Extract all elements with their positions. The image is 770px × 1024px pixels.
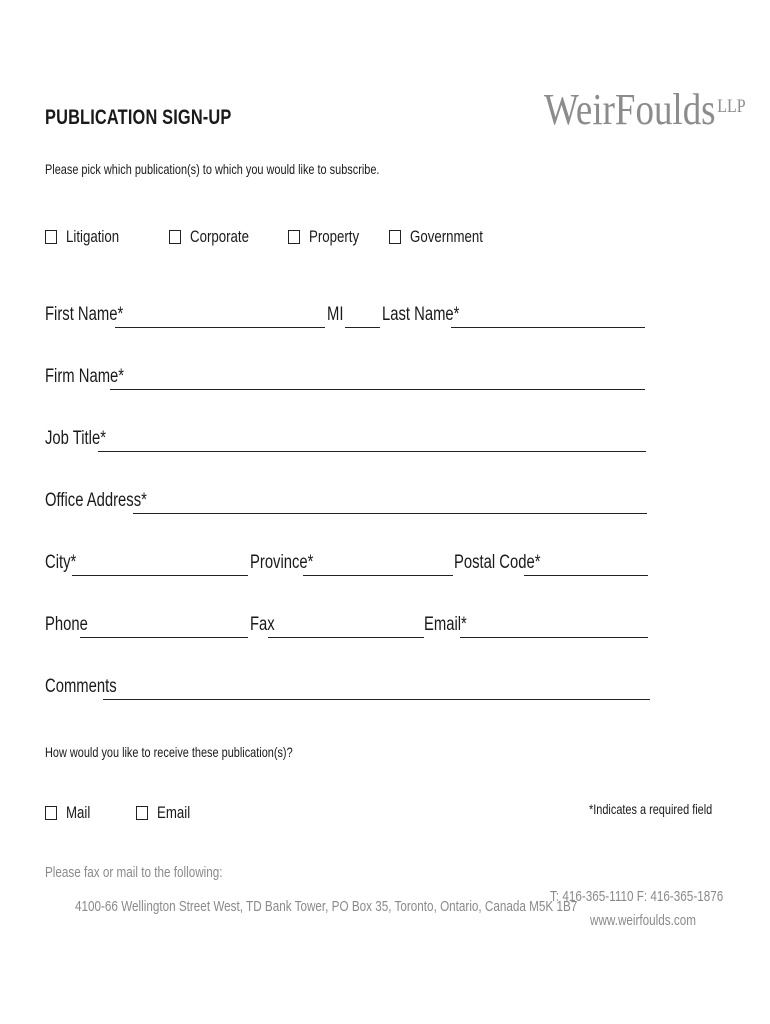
footer-phone-fax: T: 416-365-1110 F: 416-365-1876 <box>550 888 724 905</box>
checkbox-government[interactable] <box>389 230 401 244</box>
firm-name-field[interactable] <box>110 389 645 390</box>
email-field[interactable] <box>460 637 648 638</box>
checkbox-litigation[interactable] <box>45 230 57 244</box>
intro-text: Please pick which publication(s) to which you would like to subscribe. <box>45 161 380 177</box>
office-address-field[interactable] <box>133 513 647 514</box>
footer-address: 4100-66 Wellington Street West, TD Bank Tower, PO Box 35, Toronto, Ontario, Canada M5K 1B7 <box>75 898 578 915</box>
checkbox-property[interactable] <box>288 230 300 244</box>
postal-code-field[interactable] <box>524 575 648 576</box>
last-name-field[interactable] <box>451 327 645 328</box>
publication-option-government[interactable]: Government <box>389 227 504 247</box>
checkbox-corporate[interactable] <box>169 230 181 244</box>
phone-field[interactable] <box>80 637 248 638</box>
weirfoulds-logo <box>544 84 770 135</box>
publication-option-corporate[interactable]: Corporate <box>169 227 266 247</box>
mi-field[interactable] <box>345 327 380 328</box>
delivery-option-mail[interactable]: Mail <box>45 803 97 823</box>
publication-option-litigation[interactable]: Litigation <box>45 227 134 247</box>
comments-label: Comments <box>45 676 117 697</box>
checkbox-mail[interactable] <box>45 806 57 820</box>
page-title: PUBLICATION SIGN-UP <box>45 106 232 129</box>
job-title-field[interactable] <box>98 451 646 452</box>
fax-field[interactable] <box>268 637 424 638</box>
first-name-label: First Name* <box>45 304 124 325</box>
logo-text: WeirFoulds <box>544 85 716 134</box>
required-field-note: *Indicates a required field <box>589 801 713 817</box>
comments-field[interactable] <box>103 699 650 700</box>
footer-website[interactable]: www.weirfoulds.com <box>590 912 696 929</box>
logo-suffix: LLP <box>717 96 746 117</box>
phone-label: Phone <box>45 614 88 635</box>
job-title-label: Job Title* <box>45 428 106 449</box>
delivery-option-email[interactable]: Email <box>136 803 200 823</box>
mi-label: MI <box>327 304 344 325</box>
email-label: Email* <box>424 614 467 635</box>
firm-name-label: Firm Name* <box>45 366 125 387</box>
first-name-field[interactable] <box>115 327 325 328</box>
city-label: City* <box>45 552 77 573</box>
checkbox-email[interactable] <box>136 806 148 820</box>
delivery-question: How would you like to receive these publication(s)? <box>45 744 293 760</box>
footer-instruction: Please fax or mail to the following: <box>45 864 223 881</box>
province-label: Province* <box>250 552 314 573</box>
publication-option-property[interactable]: Property <box>288 227 373 247</box>
city-field[interactable] <box>72 575 248 576</box>
postal-code-label: Postal Code* <box>454 552 541 573</box>
fax-label: Fax <box>250 614 275 635</box>
office-address-label: Office Address* <box>45 490 147 511</box>
last-name-label: Last Name* <box>382 304 460 325</box>
province-field[interactable] <box>303 575 453 576</box>
